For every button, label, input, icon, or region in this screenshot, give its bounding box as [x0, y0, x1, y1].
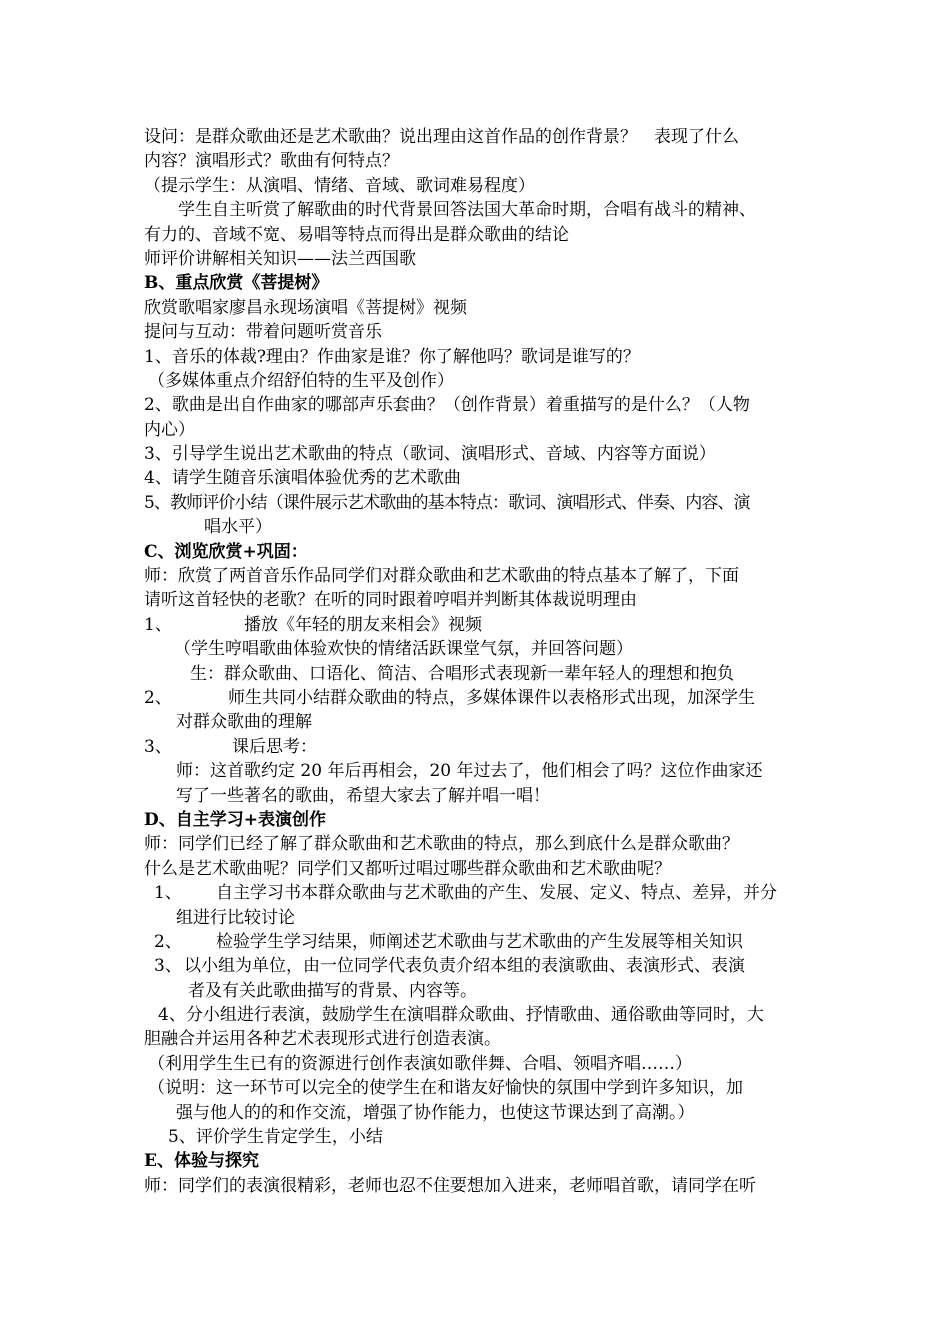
list-number: 3、 [144, 736, 172, 757]
list-item: 2、歌曲是出自作曲家的哪部声乐套曲？（创作背景）着重描写的是什么？（人物 [144, 395, 750, 416]
list-item [144, 686, 814, 710]
section-heading-d: D、自主学习+表演创作 [144, 809, 326, 830]
paragraph-line: （利用学生生已有的资源进行创作表演如歌伴舞、合唱、领唱齐唱……） [148, 1053, 692, 1074]
paragraph-line: 者及有关此歌曲描写的背景、内容等。 [188, 980, 477, 1001]
paragraph-line: 师：这首歌约定 20 年后再相会，20 年过去了，他们相会了吗？这位作曲家还 [176, 761, 763, 782]
paragraph-line: 对群众歌曲的理解 [176, 712, 312, 733]
paragraph-line: 提问与互动：带着问题听赏音乐 [144, 322, 382, 343]
paragraph-line: 欣赏歌唱家廖昌永现场演唱《菩提树》视频 [144, 297, 467, 318]
paragraph-line: （学生哼唱歌曲体验欢快的情绪活跃课堂气氛，并回答问题） [174, 639, 633, 660]
list-item [144, 613, 814, 637]
paragraph-line: 师评价讲解相关知识——法兰西国歌 [144, 248, 416, 269]
paragraph-line: 师：欣赏了两首音乐作品同学们对群众歌曲和艺术歌曲的特点基本了解了，下面 [144, 566, 739, 587]
list-text: 课后思考： [232, 736, 317, 757]
paragraph-line: 唱水平） [204, 517, 272, 538]
paragraph-line: 有力的、音域不宽、易唱等特点而得出是群众歌曲的结论 [144, 224, 569, 245]
list-number: 1、 [144, 614, 172, 635]
section-heading-c: C、浏览欣赏+巩固： [144, 541, 308, 562]
list-item: 3、引导学生说出艺术歌曲的特点（歌词、演唱形式、音域、内容等方面说） [144, 444, 716, 465]
section-heading-e: E、体验与探究 [144, 1151, 259, 1172]
paragraph-line: （多媒体重点介绍舒伯特的生平及创作） [148, 370, 454, 391]
list-number: 3、 [154, 956, 182, 977]
list-number: 2、 [144, 687, 172, 708]
paragraph-line: 师：同学们的表演很精彩，老师也忍不住要想加入进来，老师唱首歌，请同学在听 [144, 1175, 756, 1196]
list-text: 播放《年轻的朋友来相会》视频 [244, 614, 482, 635]
list-text: 师生共同小结群众歌曲的特点，多媒体课件以表格形式出现，加深学生 [228, 687, 755, 708]
lesson-plan-body [144, 125, 814, 1198]
section-heading-b: B、重点欣赏《菩提树》 [144, 273, 329, 294]
paragraph-line: 强与他人的的和作交流，增强了协作能力，也使这节课达到了高潮。） [176, 1102, 695, 1123]
paragraph-line: 学生自主听赏了解歌曲的时代背景回答法国大革命时期，合唱有战斗的精神、 [178, 200, 756, 221]
list-item [144, 930, 814, 954]
list-item [144, 954, 814, 978]
paragraph-line: 写了一些著名的歌曲，希望大家去了解并唱一唱！ [176, 785, 550, 806]
paragraph-line: 什么是艺术歌曲呢？同学们又都听过唱过哪些群众歌曲和艺术歌曲呢？ [144, 858, 671, 879]
paragraph-line: 内心） [144, 419, 195, 440]
list-item [144, 735, 814, 759]
paragraph-line: 内容？演唱形式？歌曲有何特点？ [144, 151, 399, 172]
paragraph-line: （说明：这一环节可以完全的使学生在和谐友好愉快的氛围中学到许多知识，加 [148, 1078, 743, 1099]
list-number: 1、 [154, 883, 182, 904]
list-text: 自主学习书本群众歌曲与艺术歌曲的产生、发展、定义、特点、差异，并分 [216, 883, 777, 904]
list-item [144, 881, 814, 905]
list-text: 检验学生学习结果，师阐述艺术歌曲与艺术歌曲的产生发展等相关知识 [216, 931, 743, 952]
list-item: 4、分小组进行表演，鼓励学生在演唱群众歌曲、抒情歌曲、通俗歌曲等同时，大 [158, 1005, 764, 1026]
paragraph-line: 设问：是群众歌曲还是艺术歌曲？说出理由这首作品的创作背景？ 表现了什么 [144, 127, 739, 147]
list-text: 以小组为单位，由一位同学代表负责介绍本组的表演歌曲、表演形式、表演 [184, 956, 745, 977]
list-item: 4、请学生随音乐演唱体验优秀的艺术歌曲 [144, 468, 461, 489]
paragraph-line: （提示学生：从演唱、情绪、音域、歌词难易程度） [144, 175, 535, 196]
list-item: 1、音乐的体裁?理由？作曲家是谁？你了解他吗？歌词是谁写的？ [144, 346, 640, 367]
paragraph-line: 师：同学们已经了解了群众歌曲和艺术歌曲的特点，那么到底什么是群众歌曲？ [144, 834, 739, 855]
list-number: 2、 [154, 931, 182, 952]
paragraph-line: 生：群众歌曲、口语化、简洁、合唱形式表现新一辈年轻人的理想和抱负 [190, 663, 734, 684]
paragraph-line: 胆融合并运用各种艺术表现形式进行创造表演。 [144, 1029, 501, 1050]
list-item: 5、教师评价小结（课件展示艺术歌曲的基本特点：歌词、演唱形式、伴奏、内容、演 [144, 492, 750, 513]
paragraph-line: 请听这首轻快的老歌？在听的同时跟着哼唱并判断其体裁说明理由 [144, 590, 637, 611]
list-item: 5、评价学生肯定学生，小结 [168, 1127, 383, 1148]
paragraph-line: 组进行比较讨论 [176, 907, 295, 928]
